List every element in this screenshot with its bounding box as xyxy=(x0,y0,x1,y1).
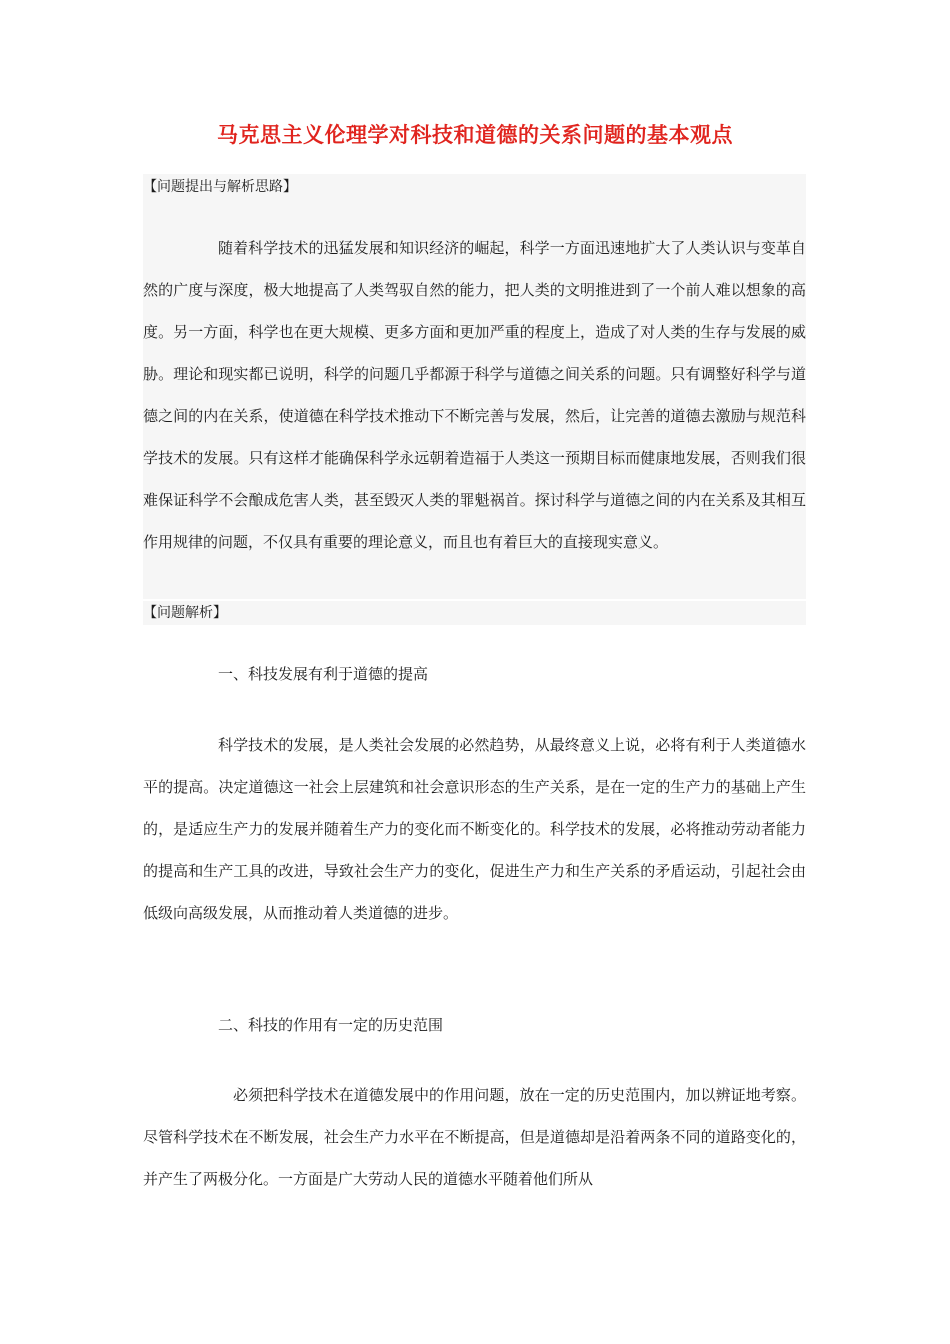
section1-label: 【问题提出与解析思路】 xyxy=(143,179,297,195)
point1-heading: 一、科技发展有利于道德的提高 xyxy=(218,665,429,683)
section1-paragraph: 随着科学技术的迅猛发展和知识经济的崛起，科学一方面迅速地扩大了人类认识与变革自然的广度与深度，极大地提高了人类驾驭自然的能力，把人类的文明推进到了一个前人难以想象的高度。另一方面，科学也在更大规模、更多方面和更加严重的程度上，造成了对人类的生存与发展的威胁。理论和现实都已说明，科学的问题几乎都源于科学与道德之间关系的问题。只有调整好科学与道德之间的内在关系，使道德在科学技术推动下不断完善与发展，然后，让完善的道德去激励与规范科学技术的发展。只有这样才能确保科学永远朝着造福于人类这一预期目标而健康地发展，否则我们很难保证科学不会酿成危害人类，甚至毁灭人类的罪魁祸首。探讨科学与道德之间的内在关系及其相互作用规律的问题，不仅具有重要的理论意义，而且也有着巨大的直接现实意义。 xyxy=(143,239,806,551)
point2-paragraph: 必须把科学技术在道德发展中的作用问题，放在一定的历史范围内，加以辨证地考察。尽管科学技术在不断发展，社会生产力水平在不断提高，但是道德却是沿着两条不同的道路变化的，并产生了两极分化。一方面是广大劳动人民的道德水平随着他们所从 xyxy=(143,1086,806,1188)
section2-label: 【问题解析】 xyxy=(143,605,227,621)
point2-heading: 二、科技的作用有一定的历史范围 xyxy=(218,1016,444,1034)
document-title: 马克思主义伦理学对科技和道德的关系问题的基本观点 xyxy=(217,122,733,147)
point1-paragraph: 科学技术的发展，是人类社会发展的必然趋势，从最终意义上说，必将有利于人类道德水平的提高。决定道德这一社会上层建筑和社会意识形态的生产关系，是在一定的生产力的基础上产生的，是适应生产力的发展并随着生产力的变化而不断变化的。科学技术的发展，必将推动劳动者能力的提高和生产工具的改进，导致社会生产力的变化，促进生产力和生产关系的矛盾运动，引起社会由低级向高级发展，从而推动着人类道德的进步。 xyxy=(143,736,806,922)
section2-shaded-block xyxy=(143,601,806,625)
